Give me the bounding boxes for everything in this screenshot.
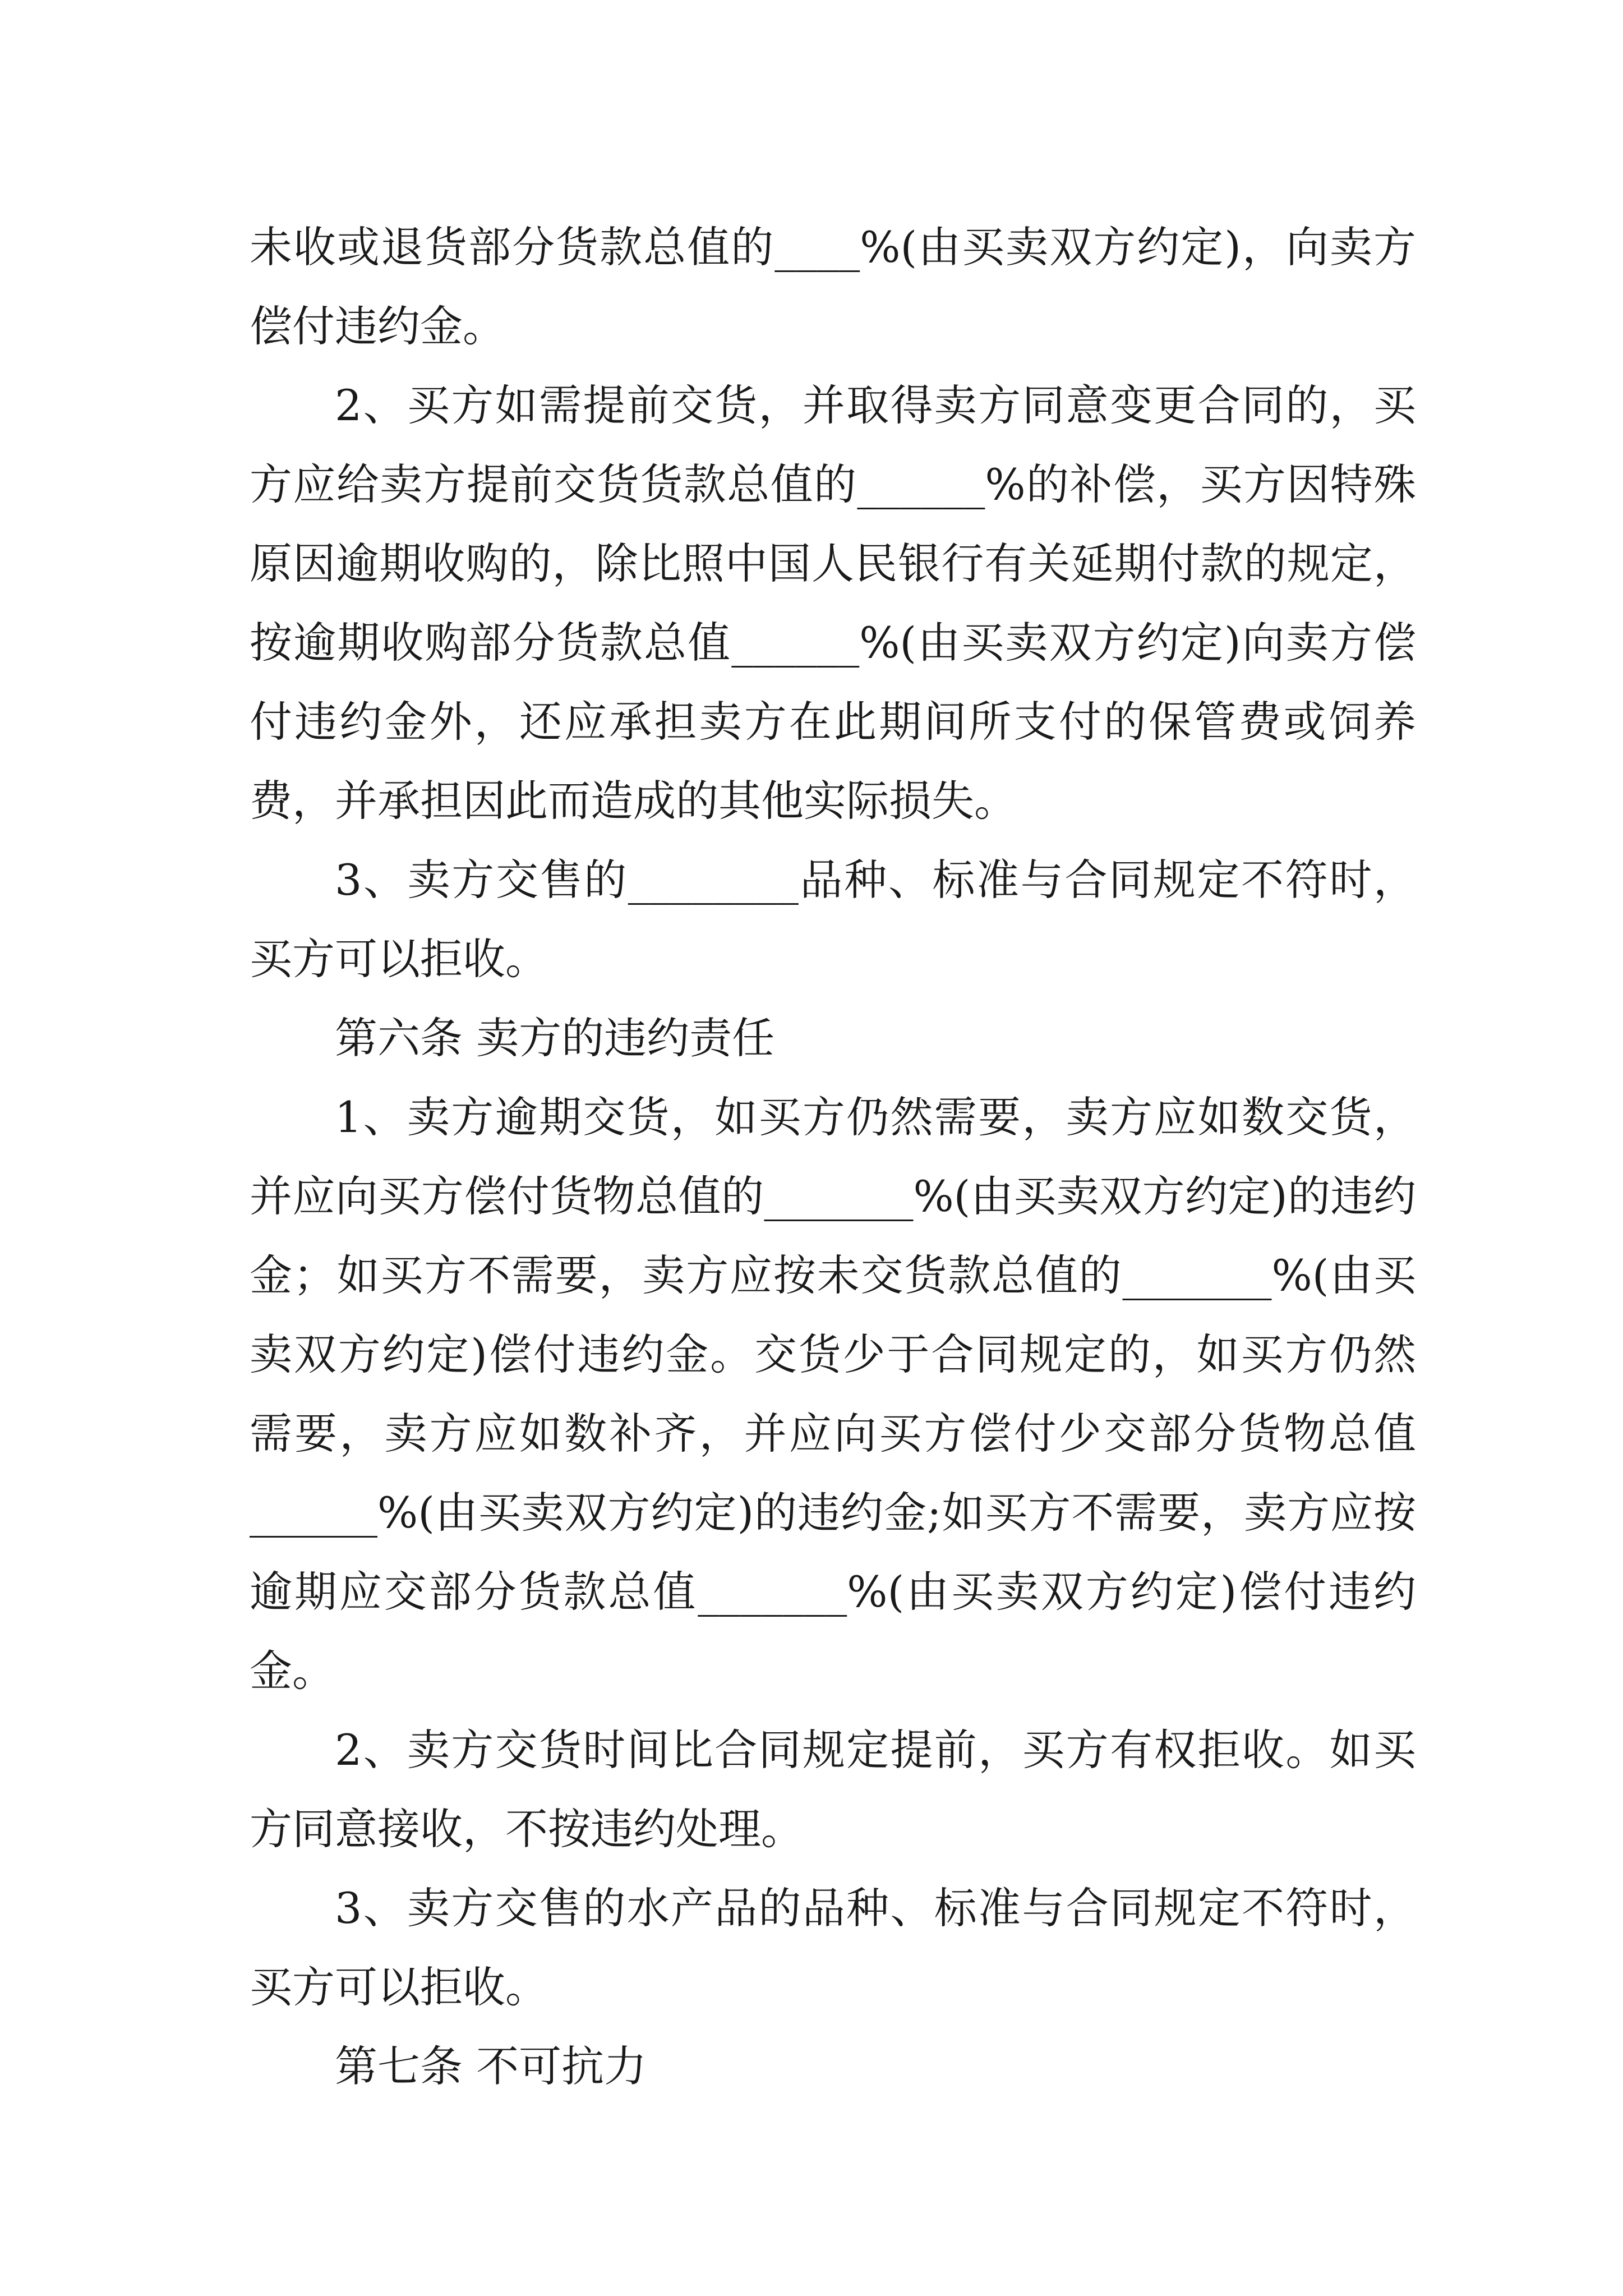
paragraph-seller-clause-3: 3、卖方交售的水产品的品种、标准与合同规定不符时，买方可以拒收。 <box>250 1883 1416 2012</box>
section-heading-article-7: 第七条 不可抗力 <box>335 2041 647 2091</box>
document-body <box>250 208 1416 2106</box>
paragraph-buyer-clause-3: 3、卖方交售的________品种、标准与合同规定不符时，买方可以拒收。 <box>250 855 1416 984</box>
paragraph-seller-clause-2: 2、卖方交货时间比合同规定提前，买方有权拒收。如买方同意接收，不按违约处理。 <box>250 1725 1416 1854</box>
paragraph-continuation: 未收或退货部分货款总值的____%(由买卖双方约定)，向卖方偿付违约金。 <box>250 222 1416 351</box>
section-heading-article-6: 第六条 卖方的违约责任 <box>335 1013 775 1063</box>
paragraph-seller-clause-1: 1、卖方逾期交货，如买方仍然需要，卖方应如数交货，并应向买方偿付货物总值的_______%(由买卖双方约定)的违约金；如买方不需要，卖方应按未交货款总值的_______%(由买卖双方约定)偿付违约金。交货少于合同规定的，如买方仍然需要，卖方应如数补齐，并应向买方偿付少交部分货物总值______%(由买卖双方约定)的违约金;如买方不需要，卖方应按逾期应交部分货款总值_______%(由买卖双方约定)偿付违约金。 <box>250 1092 1416 1696</box>
paragraph-buyer-clause-2: 2、买方如需提前交货，并取得卖方同意变更合同的，买方应给卖方提前交货货款总值的______%的补偿，买方因特殊原因逾期收购的，除比照中国人民银行有关延期付款的规定，按逾期收购部分货款总值______%(由买卖双方约定)向卖方偿付违约金外，还应承担卖方在此期间所支付的保管费或饲养费，并承担因此而造成的其他实际损失。 <box>250 380 1416 826</box>
